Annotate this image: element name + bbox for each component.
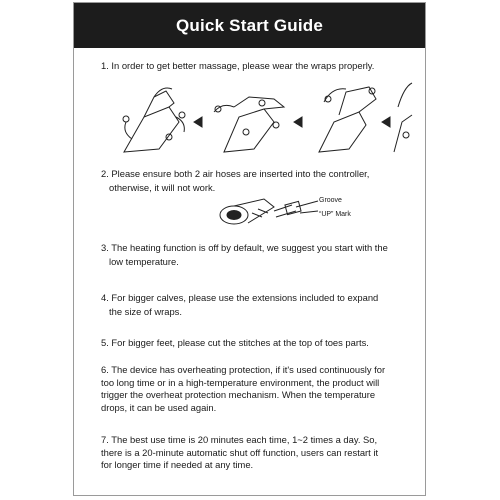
step-4-line-2: the size of wraps. — [109, 306, 182, 317]
step-1-text: 1. In order to get better massage, please wear the wraps properly. — [101, 60, 375, 71]
step-1 — [101, 59, 411, 73]
step-4 — [101, 291, 411, 319]
wrap-panel-2 — [214, 97, 284, 152]
step-6-line-2: too long time or in a high-temperature environment, the product will — [101, 376, 380, 388]
groove-label: Groove — [319, 197, 342, 204]
wrap-panel-4 — [394, 83, 412, 152]
wrap-panel-1 — [123, 88, 185, 152]
step-2 — [101, 167, 411, 195]
step-7-line-1: 7. The best use time is 20 minutes each time, 1~2 times a day. So, — [101, 434, 378, 445]
quick-start-sheet — [73, 2, 426, 496]
wrap-wearing-illustration — [114, 77, 414, 157]
step-6-line-4: drops, it can be used again. — [101, 401, 217, 413]
step-5 — [101, 336, 411, 350]
hose-connector-illustration — [214, 193, 324, 233]
step-3 — [101, 241, 411, 269]
step-2-line-1: 2. Please ensure both 2 air hoses are inserted into the controller, — [101, 168, 370, 179]
step-6 — [101, 364, 411, 414]
step-7-line-2: there is a 20-minute automatic shut off function, users can restart it — [101, 446, 379, 458]
step-5-text: 5. For bigger feet, please cut the stitches at the top of toes parts. — [101, 337, 369, 348]
step-3-line-2: low temperature. — [109, 256, 179, 267]
step-7 — [101, 434, 411, 472]
step-6-line-1: 6. The device has overheating protection, if it's used continuously for — [101, 364, 386, 375]
wrap-panel-3 — [319, 87, 376, 152]
step-2-line-2: otherwise, it will not work. — [109, 182, 216, 193]
step-7-line-3: for longer time if needed at any time. — [101, 459, 254, 470]
step-6-line-3: trigger the overheat protection mechanism. When the temperature — [101, 389, 376, 400]
step-3-line-1: 3. The heating function is off by default, we suggest you start with the — [101, 242, 388, 253]
up-mark-label: “UP” Mark — [319, 211, 351, 218]
step-4-line-1: 4. For bigger calves, please use the extensions included to expand — [101, 292, 379, 303]
page-title: Quick Start Guide — [74, 3, 425, 48]
